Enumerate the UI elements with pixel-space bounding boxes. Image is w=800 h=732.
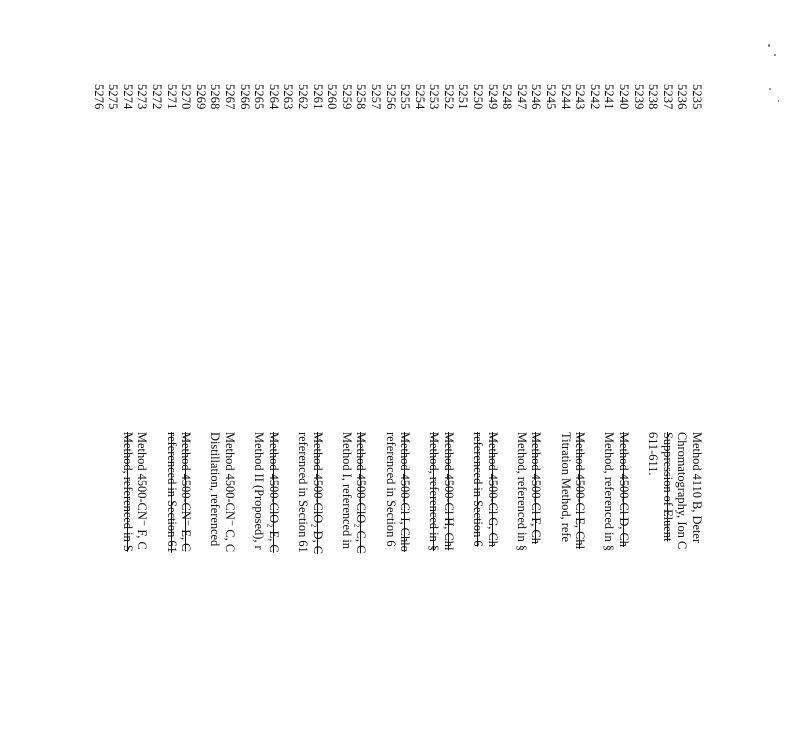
text-line: referenced in Section 61 [295,432,310,553]
line-number: 5269 [193,84,208,110]
line-number: 5246 [529,84,544,110]
scan-artifacts [764,40,794,120]
line-number: 5274 [120,84,135,110]
line-number: 5242 [587,84,602,110]
text-line [91,432,106,732]
text-line: Method, referenced in § [514,432,529,552]
line-number: 5267 [223,84,237,110]
text-line [237,432,252,732]
line-number: 5250 [471,84,486,110]
text-line: Method 4110 B, Deter [690,432,704,544]
text-line: Titration Method, refe [558,432,573,543]
text-line [325,432,340,732]
line-number: 5255 [398,84,413,110]
line-number: 5237 [660,84,675,110]
text-line: Method, referenced in § [602,432,617,552]
text-line: Method II (Proposed), r [252,432,267,550]
text-line: Method 4500-Cl F, Ch [529,432,544,544]
text-line: Distillation, referenced [208,432,223,547]
text-line: Method, referenced in S [120,432,135,552]
text-line: Method 4500-ClO₂ C, C [354,432,369,554]
text-line: Method I, referenced in [339,432,354,549]
text-line: Chromatography, Ion C [675,432,690,550]
text-line [587,432,602,732]
line-number: 5257 [368,84,383,110]
line-number: 5240 [617,84,632,110]
line-number: 5268 [208,84,223,110]
text-line [412,432,427,732]
text-line: Method 4500-Cl D, Ch [617,432,632,547]
regulation-text-column [91,432,704,732]
line-number: 5241 [602,84,617,110]
line-number: 5265 [252,84,267,110]
line-number: 5238 [646,84,661,110]
text-line [106,432,121,732]
text-line [149,432,164,732]
line-number: 5244 [558,84,573,110]
line-number: 5262 [295,84,310,110]
text-line: Method 4500-CN⁻ F, C [135,432,150,550]
line-number: 5253 [427,84,442,110]
line-number: 5236 [675,84,690,110]
line-number: 5261 [310,84,325,110]
text-line: Method 4500-Cl G, Ch [485,432,500,547]
text-line: referenced in Section 61 [164,432,179,553]
text-line [543,432,558,732]
line-number: 5263 [281,84,296,110]
text-line [281,432,296,732]
text-line: referenced in Section 6 [383,432,398,547]
text-line [631,432,646,732]
text-line [500,432,515,732]
line-number: 5260 [325,84,340,110]
line-number: 5264 [266,84,281,110]
text-line: Method 4500-ClO₂ E, C [266,432,281,553]
line-number: 5259 [339,84,354,110]
line-number: 5239 [631,84,646,110]
line-number: 5276 [91,84,106,110]
line-number: 5273 [135,84,150,110]
line-number: 5249 [485,84,500,110]
line-number: 5254 [412,84,427,110]
text-line: Method 4500-CN⁻ E, C [179,432,194,552]
text-line: Method, referenced in § [427,432,442,552]
line-number: 5235 [690,84,704,110]
line-number: 5252 [441,84,456,110]
text-line: referenced in Section 6 [471,432,486,547]
text-line [456,432,471,732]
line-number: 5271 [164,84,179,110]
line-number: 5251 [456,84,471,110]
line-number: 5258 [354,84,369,110]
line-number: 5245 [544,84,559,110]
text-line: Method 4500-Cl E, Chl [573,432,588,550]
text-line [368,432,383,732]
line-number: 5272 [150,84,165,110]
text-line: Suppression of Eluent [660,432,675,542]
line-number: 5247 [514,84,529,110]
line-number: 5243 [573,84,588,110]
text-line: Method 4500-Cl I, Chlo [398,432,413,552]
text-line: Method 4500-CN⁻ C, C [223,432,237,553]
line-number: 5248 [500,84,515,110]
text-line: Method 4500-Cl H, Chl [441,432,456,551]
line-number: 5275 [106,84,121,110]
line-number: 5270 [179,84,194,110]
text-line: 611-611. [646,432,661,476]
line-number: 5266 [237,84,252,110]
line-number-column [91,84,704,132]
line-number: 5256 [383,84,398,110]
text-line [193,432,208,732]
text-line: Method 4500-ClO₂ D, C [310,432,325,555]
